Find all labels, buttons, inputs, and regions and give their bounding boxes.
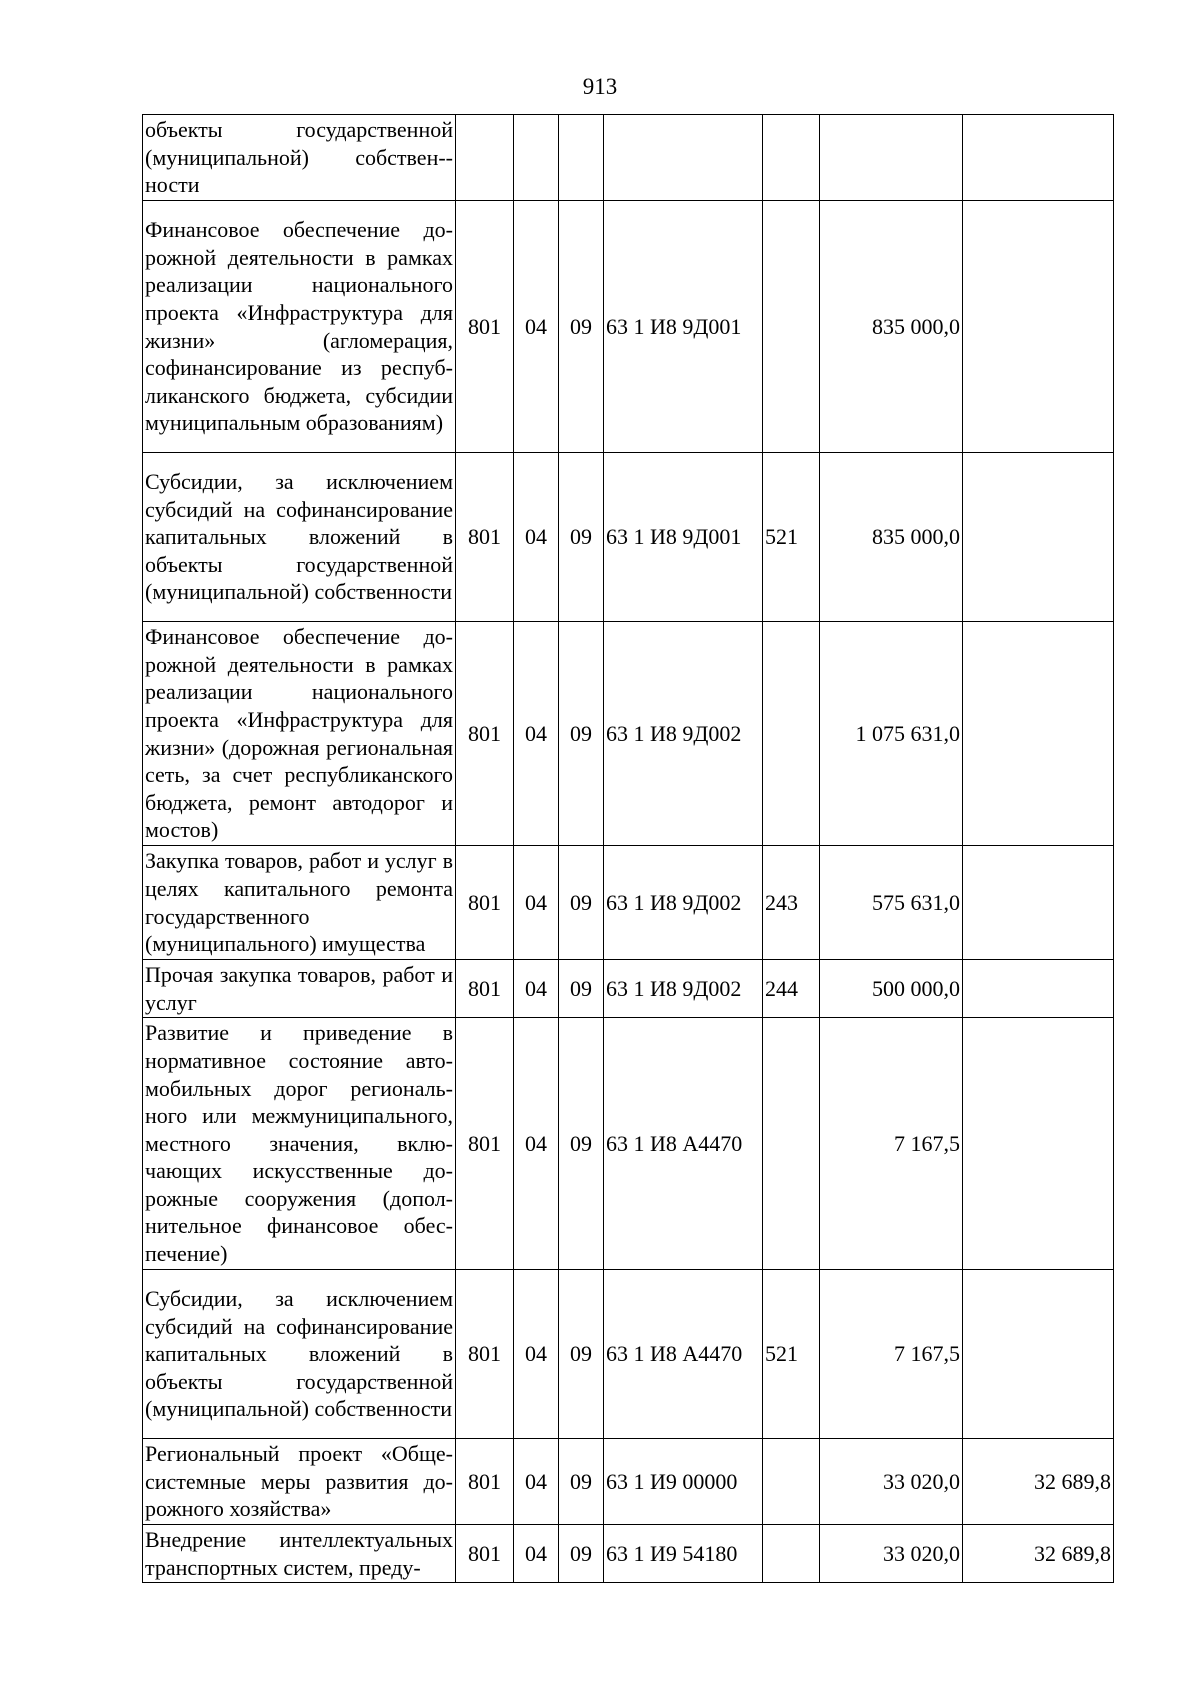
- row-expense-type: 521: [763, 1270, 820, 1439]
- row-section: 04: [514, 622, 559, 846]
- row-subsection: 09: [559, 201, 604, 453]
- row-target-article: 63 1 И8 9Д002: [604, 960, 763, 1018]
- row-target-article: 63 1 И8 9Д001: [604, 453, 763, 622]
- row-subsection: 09: [559, 453, 604, 622]
- table-row: [143, 201, 1114, 453]
- row-name: Региональный проект «Общесистемные меры развития дорожного хозяйства»: [143, 1439, 456, 1525]
- row-amount-2: [963, 453, 1114, 622]
- row-expense-type: [763, 1439, 820, 1525]
- row-target-article: 63 1 И8 9Д002: [604, 622, 763, 846]
- row-name: Субсидии, за исключением субсидий на софинансирование капитальных вложений в объекты государственной (муниципальной) собственности: [143, 1270, 456, 1439]
- row-amount-2: 32 689,8: [963, 1439, 1114, 1525]
- row-amount-2: [963, 1018, 1114, 1270]
- row-admin-code: 801: [456, 960, 514, 1018]
- row-amount-2: [963, 846, 1114, 960]
- table-row: [143, 960, 1114, 1018]
- row-expense-type: [763, 115, 820, 201]
- row-section: [514, 115, 559, 201]
- row-section: 04: [514, 1525, 559, 1583]
- table-row: [143, 1018, 1114, 1270]
- row-expense-type: 521: [763, 453, 820, 622]
- row-amount-2: [963, 622, 1114, 846]
- row-admin-code: [456, 115, 514, 201]
- row-admin-code: 801: [456, 1270, 514, 1439]
- row-name: Закупка товаров, работ и услуг в целях капитального ремонта государственного (муниципального) имущества: [143, 846, 456, 960]
- row-admin-code: 801: [456, 1439, 514, 1525]
- row-admin-code: 801: [456, 201, 514, 453]
- table-row: [143, 1270, 1114, 1439]
- row-target-article: 63 1 И8 А4470: [604, 1270, 763, 1439]
- table-row: [143, 1525, 1114, 1583]
- row-expense-type: [763, 1525, 820, 1583]
- row-expense-type: [763, 622, 820, 846]
- row-subsection: 09: [559, 622, 604, 846]
- row-target-article: [604, 115, 763, 201]
- row-name: Субсидии, за исключением субсидий на софинансирование капитальных вложений в объекты государственной (муниципальной) собственности: [143, 453, 456, 622]
- row-name: Развитие и приведение в нормативное состояние автомобильных дорог регионального или межмуниципального, местного значения, включающих искусственные дорожные сооружения (дополнительное финансовое обеспечение): [143, 1018, 456, 1270]
- row-section: 04: [514, 1270, 559, 1439]
- row-admin-code: 801: [456, 622, 514, 846]
- page-number: 913: [582, 74, 618, 99]
- row-target-article: 63 1 И9 54180: [604, 1525, 763, 1583]
- row-admin-code: 801: [456, 846, 514, 960]
- row-amount-2: [963, 201, 1114, 453]
- row-target-article: 63 1 И9 00000: [604, 1439, 763, 1525]
- budget-table: [142, 114, 1114, 1583]
- row-expense-type: [763, 1018, 820, 1270]
- row-admin-code: 801: [456, 453, 514, 622]
- table-row: [143, 115, 1114, 201]
- row-amount-1: 835 000,0: [820, 453, 963, 622]
- table-row: [143, 846, 1114, 960]
- row-section: 04: [514, 846, 559, 960]
- row-section: 04: [514, 453, 559, 622]
- row-amount-2: [963, 115, 1114, 201]
- row-subsection: 09: [559, 1270, 604, 1439]
- row-name: Прочая закупка товаров, работ и услуг: [143, 960, 456, 1018]
- row-section: 04: [514, 1439, 559, 1525]
- row-subsection: 09: [559, 1018, 604, 1270]
- row-section: 04: [514, 1018, 559, 1270]
- row-amount-1: 33 020,0: [820, 1525, 963, 1583]
- row-expense-type: 244: [763, 960, 820, 1018]
- row-amount-1: 33 020,0: [820, 1439, 963, 1525]
- row-target-article: 63 1 И8 А4470: [604, 1018, 763, 1270]
- row-amount-1: [820, 115, 963, 201]
- row-section: 04: [514, 201, 559, 453]
- table-row: [143, 453, 1114, 622]
- row-amount-1: 7 167,5: [820, 1270, 963, 1439]
- row-target-article: 63 1 И8 9Д002: [604, 846, 763, 960]
- row-amount-2: [963, 960, 1114, 1018]
- row-admin-code: 801: [456, 1018, 514, 1270]
- row-expense-type: [763, 201, 820, 453]
- row-amount-2: [963, 1270, 1114, 1439]
- row-admin-code: 801: [456, 1525, 514, 1583]
- row-subsection: 09: [559, 1525, 604, 1583]
- row-amount-1: 835 000,0: [820, 201, 963, 453]
- row-section: 04: [514, 960, 559, 1018]
- row-target-article: 63 1 И8 9Д001: [604, 201, 763, 453]
- row-name: объекты государственной (муниципальной) собствен-ности: [143, 115, 456, 201]
- row-subsection: 09: [559, 846, 604, 960]
- row-amount-1: 1 075 631,0: [820, 622, 963, 846]
- row-name: Внедрение интеллектуальных транспортных систем, преду-: [143, 1525, 456, 1583]
- table-row: [143, 622, 1114, 846]
- row-expense-type: 243: [763, 846, 820, 960]
- row-amount-1: 7 167,5: [820, 1018, 963, 1270]
- row-name: Финансовое обеспечение дорожной деятельности в рамках реализации национального проекта «Инфраструктура для жизни» (агломерация, софинансирование из республиканского бюджета, субсидии муниципальным образованиям): [143, 201, 456, 453]
- row-name: Финансовое обеспечение дорожной деятельности в рамках реализации национального проекта «Инфраструктура для жизни» (дорожная региональная сеть, за счет республиканского бюджета, ремонт автодорог и мостов): [143, 622, 456, 846]
- row-amount-2: 32 689,8: [963, 1525, 1114, 1583]
- row-amount-1: 500 000,0: [820, 960, 963, 1018]
- row-amount-1: 575 631,0: [820, 846, 963, 960]
- table-row: [143, 1439, 1114, 1525]
- row-subsection: 09: [559, 1439, 604, 1525]
- row-subsection: [559, 115, 604, 201]
- row-subsection: 09: [559, 960, 604, 1018]
